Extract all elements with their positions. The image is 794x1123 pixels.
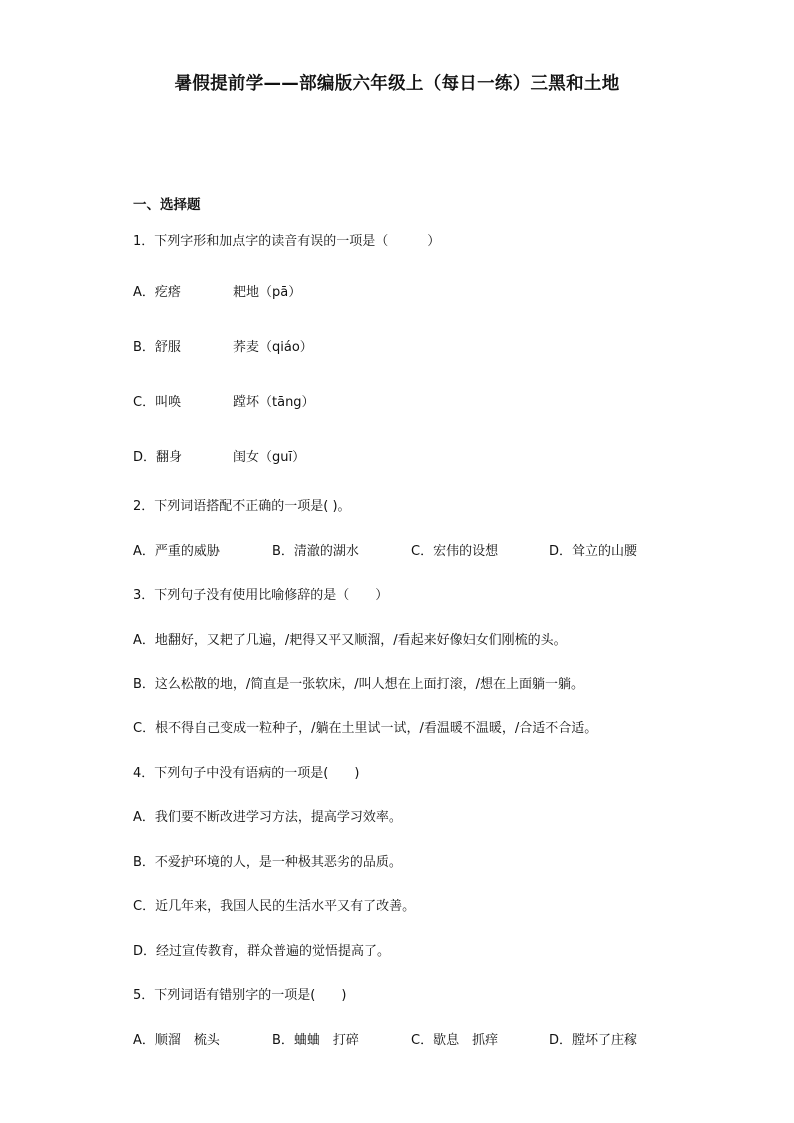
question-2-stem: 2．下列词语搭配不正确的一项是( )。: [133, 499, 351, 514]
option-pinyin: 闺女（guī）: [233, 450, 306, 465]
question-4-option-c: C．近几年来，我国人民的生活水平又有了改善。: [133, 899, 416, 914]
question-5-options: [133, 1032, 637, 1050]
question-1-stem: 1．下列字形和加点字的读音有误的一项是（ ）: [133, 234, 441, 249]
option-b: B．清澈的湖水: [272, 544, 359, 559]
option-c: C．歇息 抓痒: [411, 1033, 499, 1048]
question-3-stem: 3．下列句子没有使用比喻修辞的是（ ）: [133, 588, 389, 603]
option-b: B．蛐蛐 打碎: [272, 1033, 359, 1048]
option-word: B．舒服: [133, 340, 181, 355]
question-1-option-c: [133, 394, 315, 412]
option-pinyin: 蹚坏（tāng）: [233, 395, 315, 410]
option-c: C．宏伟的设想: [411, 544, 499, 559]
question-4-option-b: B．不爱护环境的人，是一种极其恶劣的品质。: [133, 855, 402, 870]
question-3-option-a: A．地翻好，又耙了几遍，/耙得又平又顺溜，/看起来好像妇女们刚梳的头。: [133, 633, 567, 648]
question-5-stem: 5．下列词语有错别字的一项是( ): [133, 988, 347, 1003]
question-4-option-d: D．经过宣传教育，群众普遍的觉悟提高了。: [133, 944, 391, 959]
option-pinyin: 荞麦（qiáo）: [233, 340, 313, 355]
question-1-option-b: [133, 339, 313, 357]
question-3-option-b: B．这么松散的地，/简直是一张软床，/叫人想在上面打滚，/想在上面躺一躺。: [133, 677, 585, 692]
question-2-options: [133, 543, 637, 561]
question-3-option-c: C．根不得自己变成一粒种子，/躺在土里试一试，/看温暖不温暖，/合适不合适。: [133, 721, 598, 736]
question-1-option-d: [133, 449, 305, 467]
option-d: D．耸立的山腰: [549, 544, 638, 559]
option-d: D．膛坏了庄稼: [549, 1033, 638, 1048]
option-pinyin: 耙地（pā）: [233, 285, 302, 300]
question-1-option-a: [133, 284, 301, 302]
section-heading: 一、选择题: [133, 197, 201, 213]
page-title: 暑假提前学——部编版六年级上（每日一练）三黑和土地: [174, 74, 620, 94]
option-word: C．叫唤: [133, 395, 182, 410]
option-word: A．疙瘩: [133, 285, 181, 300]
question-4-stem: 4．下列句子中没有语病的一项是( ): [133, 766, 360, 781]
option-a: A．顺溜 梳头: [133, 1033, 220, 1048]
option-word: D．翻身: [133, 450, 183, 465]
option-a: A．严重的威胁: [133, 544, 220, 559]
question-4-option-a: A．我们要不断改进学习方法，提高学习效率。: [133, 810, 402, 825]
